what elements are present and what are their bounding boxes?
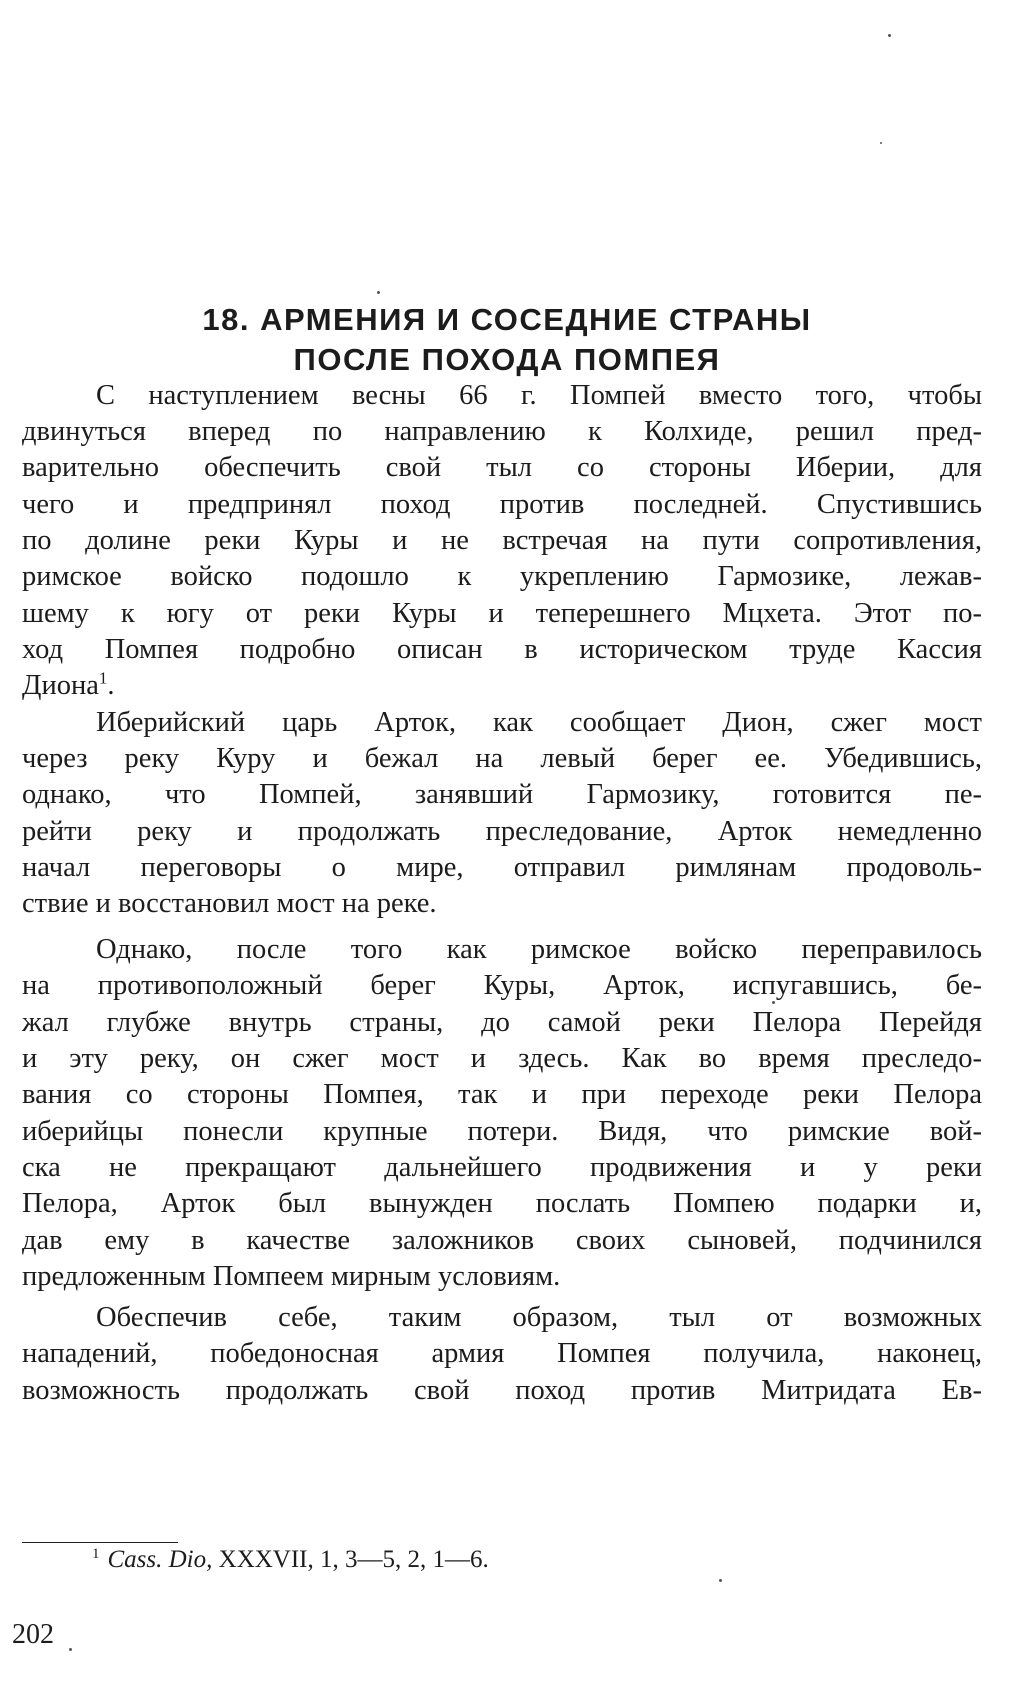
body-text-line: Пелора, Арток был вынужден послать Помпею подарки и, xyxy=(22,1188,982,1219)
scan-speck xyxy=(772,1001,775,1004)
body-text-line: дав ему в качестве заложников своих сыновей, подчинился xyxy=(22,1225,982,1256)
body-text-line: рейти реку и продолжать преследование, Арток немедленно xyxy=(22,816,982,847)
chapter-title-line-2: ПОСЛЕ ПОХОДА ПОМПЕЯ xyxy=(293,342,721,377)
body-text-line: однако, что Помпей, занявший Гармозику, готовится пе- xyxy=(22,779,982,810)
body-text-line: возможность продолжать свой поход против Митридата Ев- xyxy=(22,1375,982,1406)
body-text-fragment: . xyxy=(107,670,115,701)
body-text-line: вания со стороны Помпея, так и при переходе реки Пелора xyxy=(22,1079,982,1110)
body-text-line: предложенным Помпеем мирным условиям. xyxy=(22,1261,561,1292)
body-text-line: нападений, победоносная армия Помпея получила, наконец, xyxy=(22,1338,982,1369)
page-number: 202 xyxy=(12,1619,54,1650)
footnote xyxy=(92,1544,489,1576)
scan-speck xyxy=(888,34,891,37)
scan-speck xyxy=(880,142,882,144)
body-text-line: римское войско подошло к укреплению Гармозике, лежав- xyxy=(22,561,982,592)
body-text-line: шему к югу от реки Куры и теперешнего Мцхета. Этот по- xyxy=(22,598,982,629)
body-text-line: жал глубже внутрь страны, до самой реки Пелора Перейдя xyxy=(22,1007,982,1038)
footnote-number: 1 xyxy=(92,1545,100,1562)
body-text-line: начал переговоры о мире, отправил римлянам продоволь- xyxy=(22,852,982,883)
scan-speck xyxy=(719,1579,722,1582)
footnote-reference-mark: 1 xyxy=(98,668,108,688)
body-text-line: на противоположный берег Куры, Арток, испугавшись, бе- xyxy=(22,970,982,1001)
body-text-line: через реку Куру и бежал на левый берег ее. Убедившись, xyxy=(22,743,982,774)
scan-speck xyxy=(69,1648,72,1651)
body-text-line: ствие и восстановил мост на реке. xyxy=(22,888,437,919)
footnote-separator xyxy=(22,1542,178,1543)
footnote-author: Cass. Dio, xyxy=(107,1546,213,1573)
body-text-line: Иберийский царь Арток, как сообщает Дион, сжег мост xyxy=(96,707,982,738)
body-text-line: С наступлением весны 66 г. Помпей вместо того, чтобы xyxy=(96,380,982,411)
body-text-line xyxy=(22,668,982,704)
body-text-line: иберийцы понесли крупные потери. Видя, что римские вой- xyxy=(22,1116,982,1147)
body-text-line: чего и предпринял поход против последней. Спустившись xyxy=(22,489,982,520)
scan-speck xyxy=(377,291,380,294)
body-text-line: варительно обеспечить свой тыл со стороны Иберии, для xyxy=(22,452,982,483)
body-text-line: Обеспечив себе, таким образом, тыл от возможных xyxy=(96,1302,982,1333)
body-text-line: Однако, после того как римское войско переправилось xyxy=(96,934,982,965)
body-text-fragment: Диона xyxy=(22,670,99,701)
chapter-title-line-1: 18. АРМЕНИЯ И СОСЕДНИЕ СТРАНЫ xyxy=(202,302,812,337)
footnote-reference: XXXVII, 1, 3—5, 2, 1—6. xyxy=(212,1546,489,1573)
body-text-line: ход Помпея подробно описан в историческом труде Кассия xyxy=(22,634,982,665)
body-text-line: ска не прекращают дальнейшего продвижения и у реки xyxy=(22,1152,982,1183)
body-text-line: и эту реку, он сжег мост и здесь. Как во время преследо- xyxy=(22,1043,982,1074)
body-text-line: двинуться вперед по направлению к Колхиде, решил пред- xyxy=(22,416,982,447)
body-text-line: по долине реки Куры и не встречая на пути сопротивления, xyxy=(22,525,982,556)
